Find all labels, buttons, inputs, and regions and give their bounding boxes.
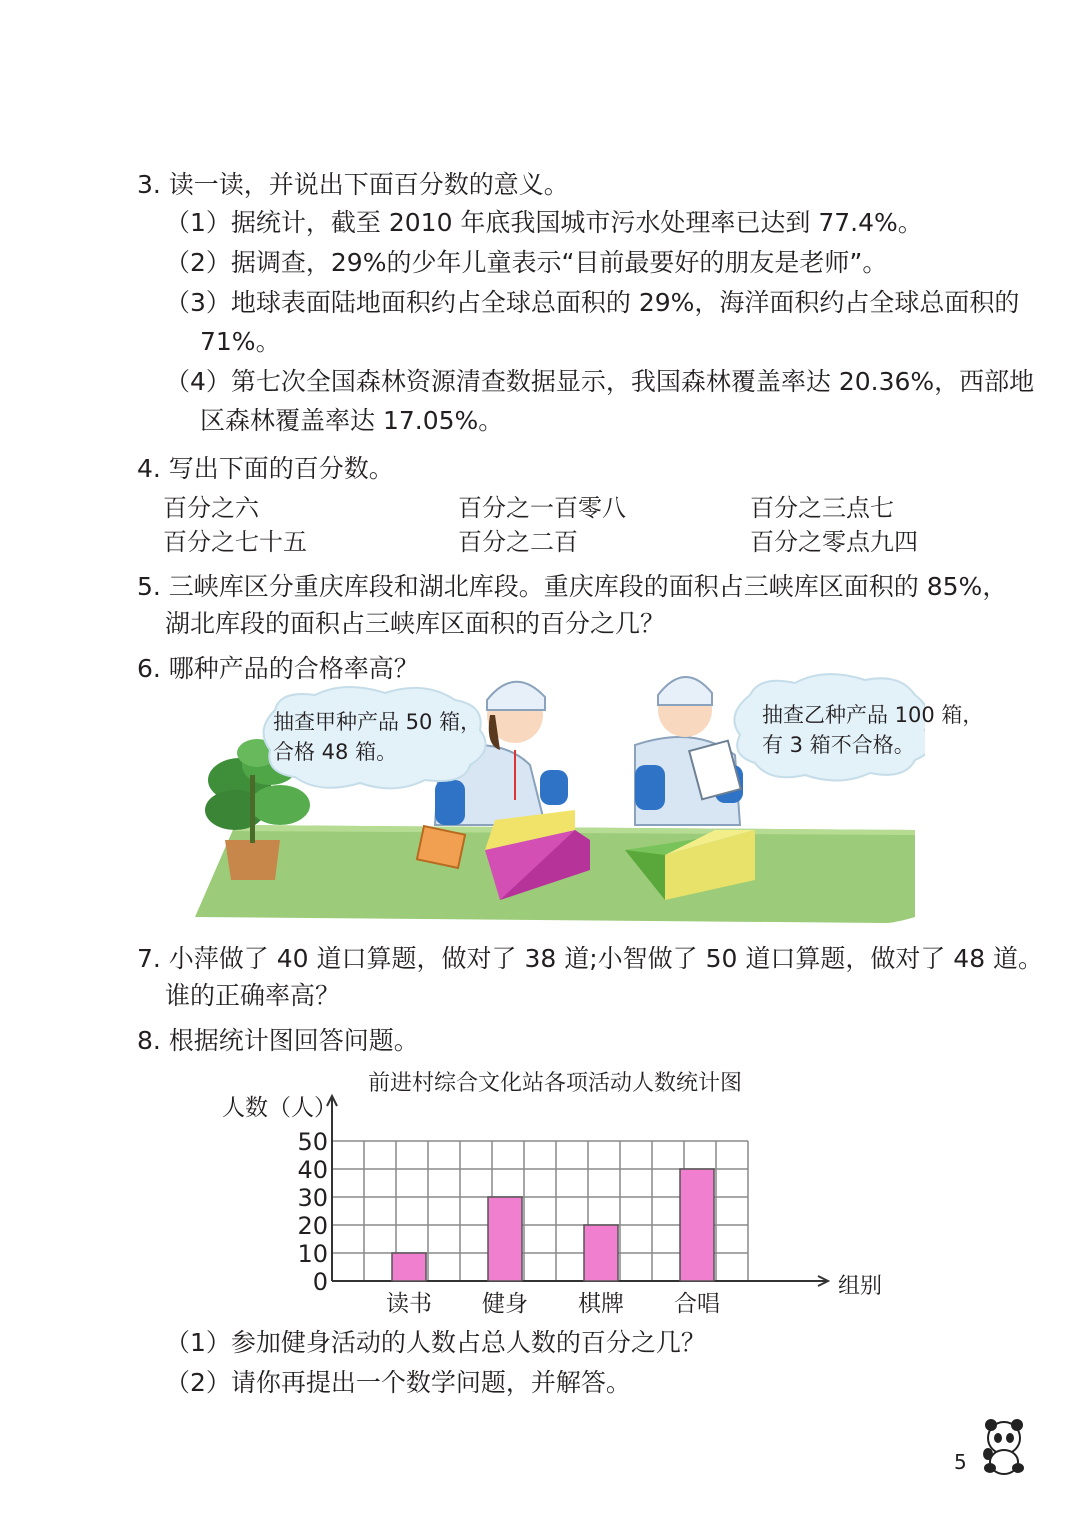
factory-illustration: [195, 655, 984, 930]
q3-item-2: （2）据调查，29%的少年儿童表示“目前最要好的朋友是老师”。: [165, 248, 888, 277]
q6-title: 6. 哪种产品的合格率高？: [137, 654, 419, 683]
q4-cell: 百分之一百零八: [458, 494, 626, 522]
chart-category-label: 棋牌: [578, 1291, 624, 1317]
q4-cell: 百分之零点九四: [750, 528, 918, 556]
q4-cell: 百分之六: [163, 494, 259, 522]
bubble-right-line-1: 抽查乙种产品 100 箱，: [762, 703, 984, 727]
q3-item-4-cont: 区森林覆盖率达 17.05%。: [200, 406, 504, 435]
q3-item-3: （3）地球表面陆地面积约占全球总面积的 29%，海洋面积约占全球总面积的: [165, 288, 1020, 317]
q3-item-1: （1）据统计，截至 2010 年底我国城市污水处理率已达到 77.4%。: [165, 208, 923, 237]
q4-cell: 百分之三点七: [750, 494, 894, 522]
q4-cell: 百分之二百: [458, 528, 578, 556]
chart-ytick-label: 0: [312, 1268, 328, 1296]
bar-chart: [210, 1060, 910, 1325]
q3-item-4: （4）第七次全国森林资源清查数据显示，我国森林覆盖率达 20.36%，西部地: [165, 367, 1035, 396]
chart-ytick-label: 40: [297, 1156, 328, 1184]
q8-title: 8. 根据统计图回答问题。: [137, 1026, 419, 1055]
q3-title: 3. 读一读，并说出下面百分数的意义。: [137, 170, 569, 199]
chart-title: 前进村综合文化站各项活动人数统计图: [367, 1071, 743, 1096]
bubble-left-line-1: 抽查甲种产品 50 箱，: [273, 710, 482, 734]
illustration-svg: [195, 655, 925, 930]
chart-ylabel: 人数（人）: [222, 1095, 337, 1121]
page-number: 5: [954, 1450, 967, 1474]
q8-sub-2: （2）请你再提出一个数学问题，并解答。: [165, 1368, 631, 1397]
q7-line-1: 7. 小萍做了 40 道口算题，做对了 38 道;小智做了 50 道口算题，做对了 48 道。: [137, 944, 1044, 973]
chart-bar: [488, 1197, 522, 1281]
q5-line-1: 5. 三峡库区分重庆库段和湖北库段。重庆库段的面积占三峡库区面积的 85%，: [137, 572, 1008, 601]
bubble-left-line-2: 合格 48 箱。: [273, 740, 398, 764]
q7-line-2: 谁的正确率高？: [165, 981, 341, 1010]
q3-item-3-cont: 71%。: [200, 327, 281, 356]
q8-sub-1: （1）参加健身活动的人数占总人数的百分之几？: [165, 1328, 706, 1357]
panda-icon: [978, 1418, 1030, 1476]
chart-category-label: 读书: [386, 1291, 432, 1317]
q4-title: 4. 写出下面的百分数。: [137, 454, 394, 483]
q5-line-2: 湖北库段的面积占三峡库区面积的百分之几？: [165, 609, 666, 638]
q4-cell: 百分之七十五: [163, 528, 307, 556]
chart-ytick-label: 20: [297, 1212, 328, 1240]
chart-bar: [392, 1253, 426, 1281]
chart-svg: [210, 1060, 910, 1325]
chart-bar: [680, 1169, 714, 1281]
chart-ytick-label: 10: [297, 1240, 328, 1268]
chart-bar: [584, 1225, 618, 1281]
chart-ytick-label: 30: [297, 1184, 328, 1212]
male-worker-figure: [635, 677, 743, 825]
chart-category-label: 合唱: [674, 1291, 720, 1317]
bubble-right-line-2: 有 3 箱不合格。: [762, 733, 915, 757]
chart-xlabel: 组别: [838, 1274, 883, 1299]
chart-ytick-label: 50: [297, 1128, 328, 1156]
product-card-icon: [417, 826, 465, 868]
chart-category-label: 健身: [482, 1291, 528, 1317]
